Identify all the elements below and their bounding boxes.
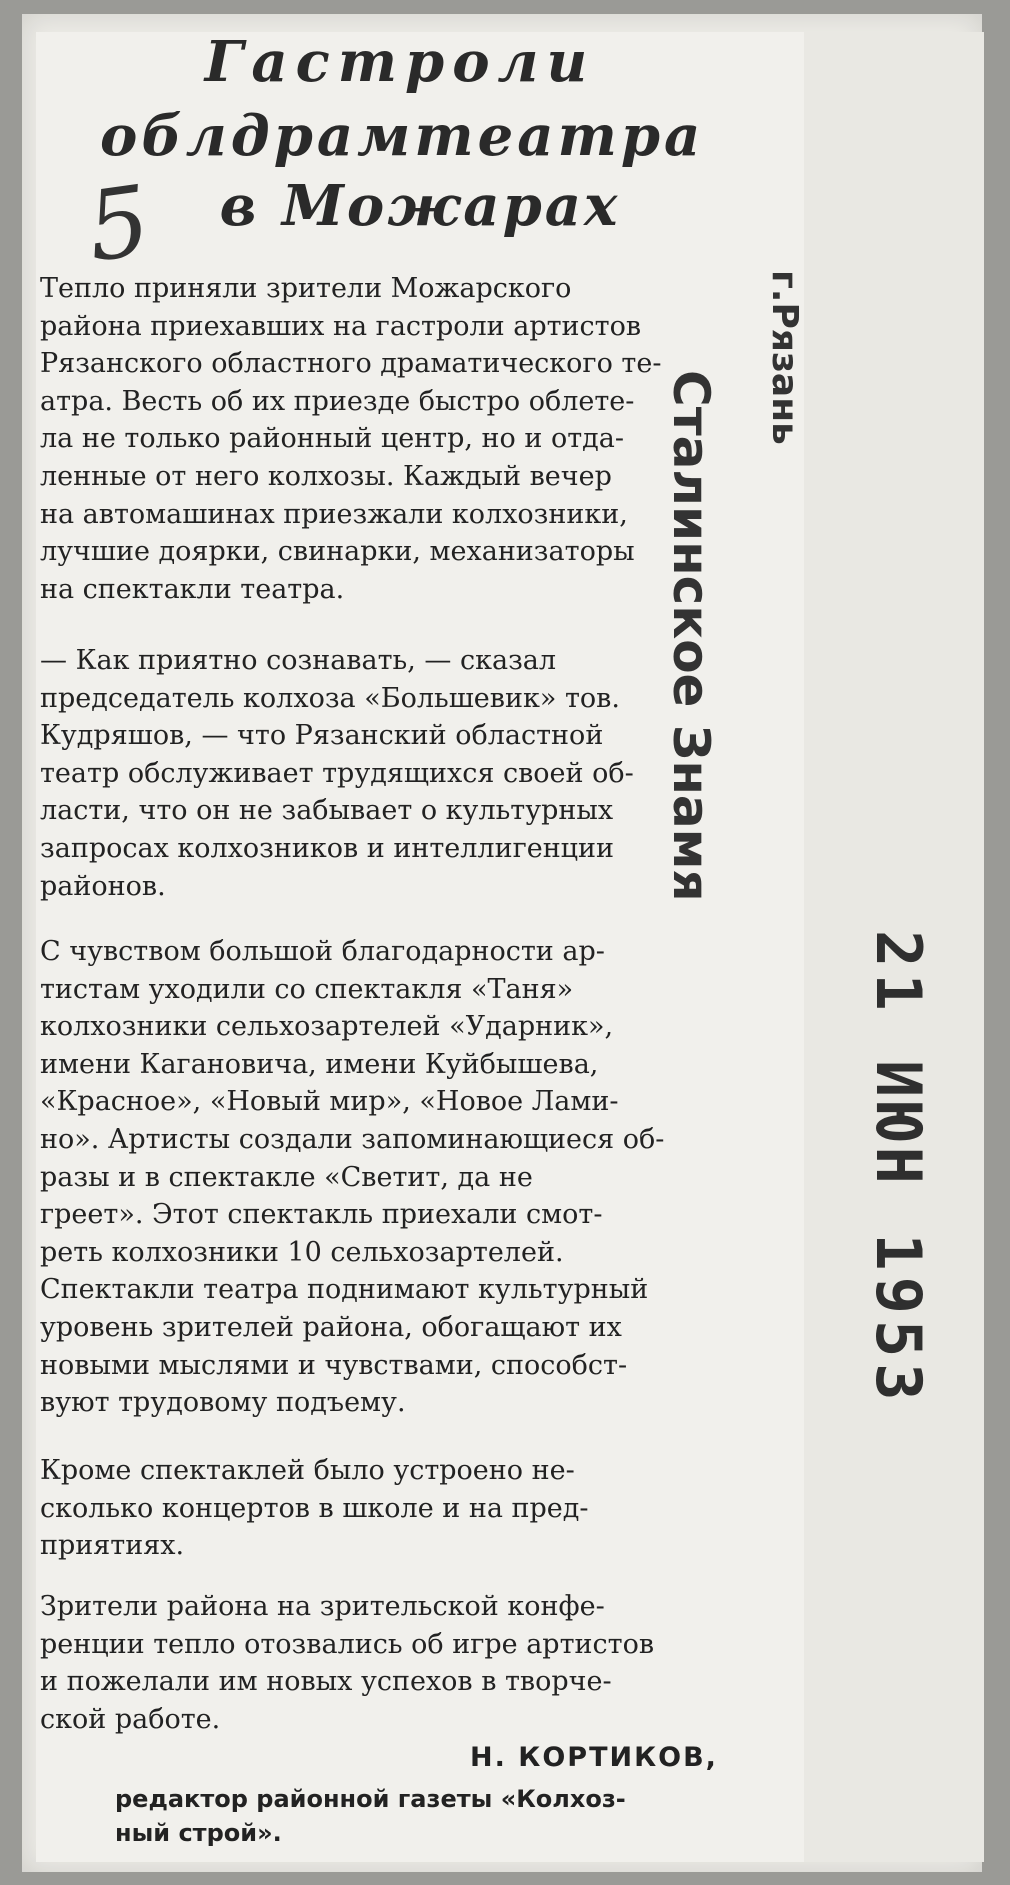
headline-line-1: Гастроли — [204, 29, 596, 95]
city-stamp: г.Рязань — [764, 270, 805, 445]
paragraph-4: Кроме спектаклей было устроено не- сколько концертов в школе и на пред- приятиях. — [40, 1455, 589, 1562]
paragraph-3: С чувством большой благодарности ар- тистам уходили со спектакля «Таня» колхозники сельхозартелей «Ударник», имени Кагановича, имени Куйбышева, «Красное», «Новый мир», «Новое Лами- но». Артисты создали запоминающиеся об- разы и в спектакле «Светит, да не греет». Этот спектакль приехали смот- реть колхозники 10 сельхозартелей. Спектакли театра поднимают культурный уровень зрителей района, обогащают их новыми мыслями и чувствами, способст- вуют трудовому подъему. — [40, 936, 665, 1419]
author-role: редактор районной газеты «Колхоз- ный строй». — [115, 1785, 626, 1847]
newspaper-stamp: Сталинское Знамя — [662, 370, 720, 902]
handwritten-number: 5 — [80, 164, 157, 284]
headline-line-3: в Можарах — [219, 173, 621, 239]
headline-line-2: облдрамтеатра — [100, 103, 705, 169]
paragraph-5: Зрители района на зрительской конфе- ренции тепло отозвались об игре артистов и пожелали им новых успехов в творче- ской работе. — [40, 1591, 655, 1735]
paragraph-2: — Как приятно сознавать, — сказал председатель колхоза «Большевик» тов. Кудряшов, — что Рязанский областной театр обслуживает трудящихся своей об- ласти, что он не забывает о культурных запросах колхозников и интеллигенции районов. — [40, 645, 634, 902]
author-name: Н. КОРТИКОВ, — [470, 1742, 718, 1773]
date-stamp: 21 ИЮН 1953 — [862, 930, 935, 1407]
paragraph-1: Тепло приняли зрители Можарского района приехавших на гастроли артистов Рязанского областного драматического те- атра. Весть об их приезде быстро облете- ла не только районный центр, но и отда- ленные от него колхозы. Каждый вечер на автомашинах приезжали колхозники, лучшие доярки, свинарки, механизаторы на спектакли театра. — [40, 273, 662, 605]
